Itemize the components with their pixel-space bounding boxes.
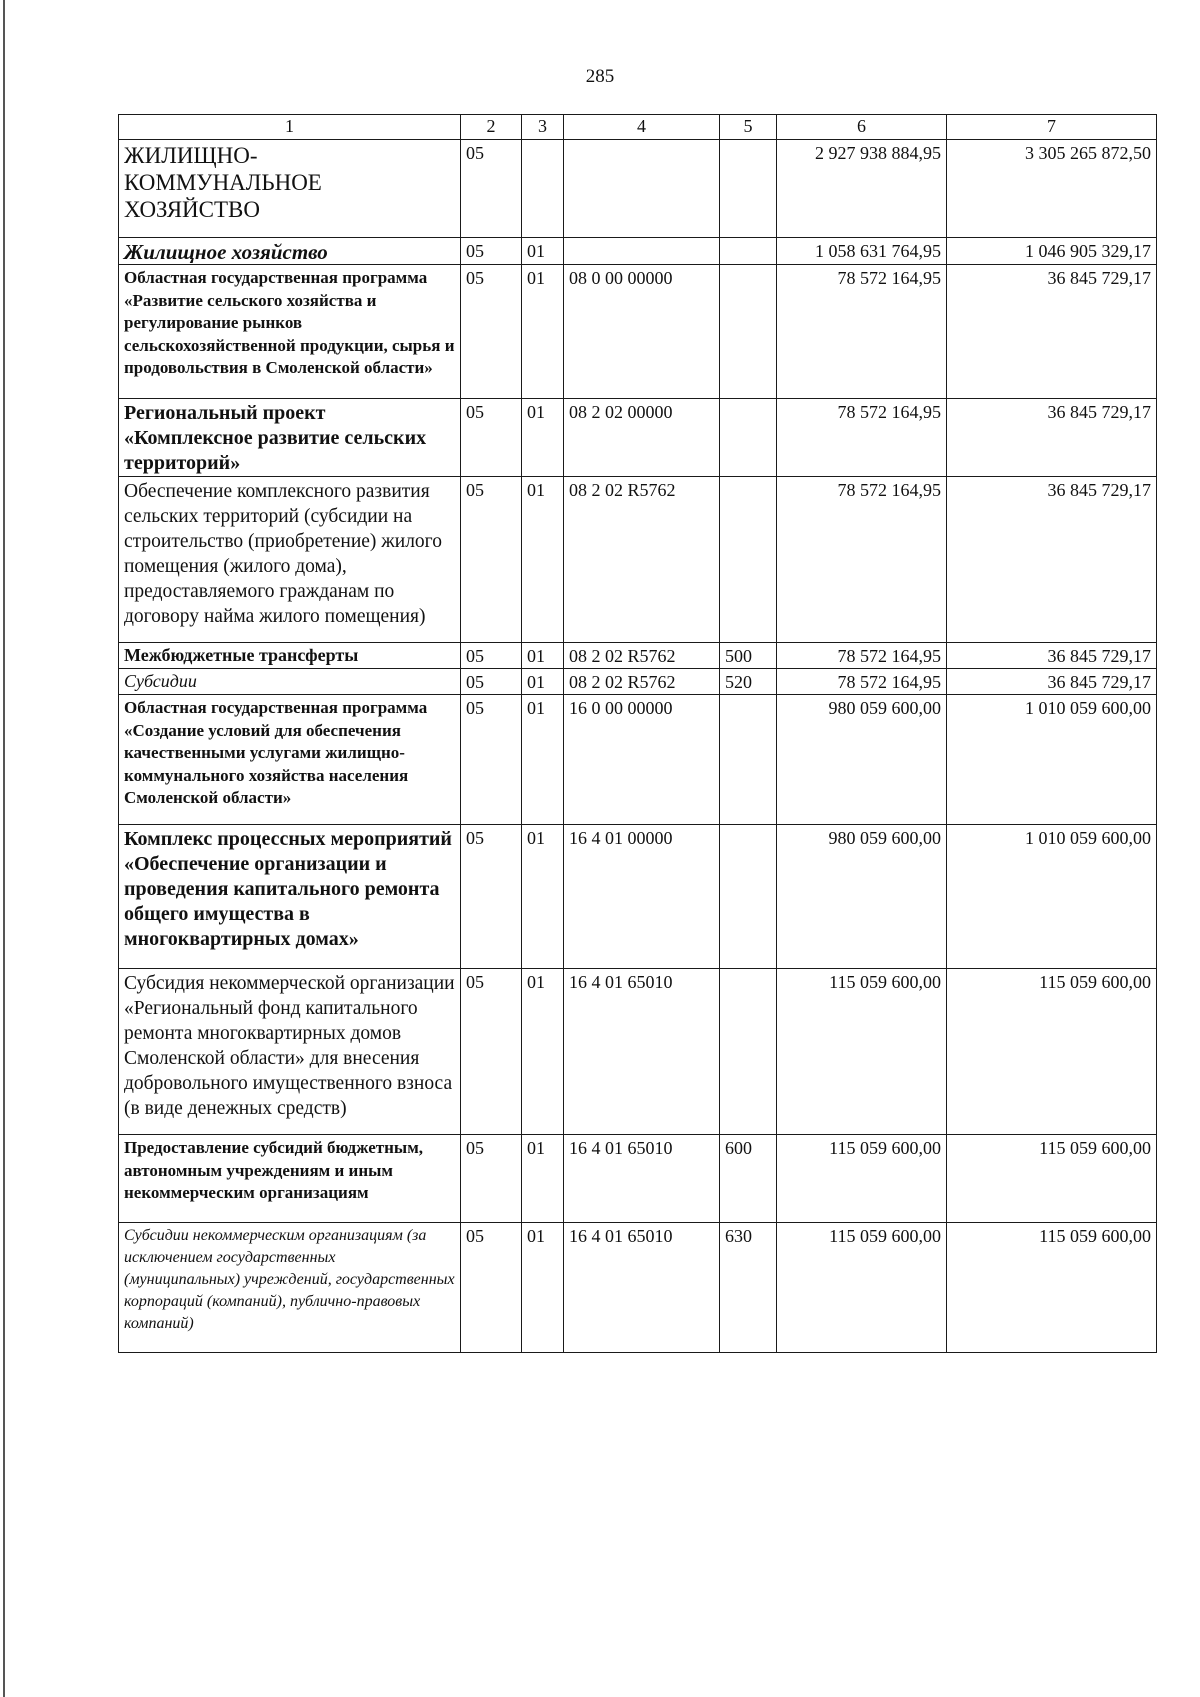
row-section-code: 05 xyxy=(461,643,522,669)
row-expense-type xyxy=(720,238,777,265)
page-number: 285 xyxy=(585,66,615,87)
row-target-article xyxy=(564,238,720,265)
row-expense-type xyxy=(720,265,777,399)
row-amount-1: 78 572 164,95 xyxy=(777,669,947,695)
table-row xyxy=(119,695,1157,825)
row-name: Жилищное хозяйство xyxy=(119,238,461,265)
row-amount-1: 78 572 164,95 xyxy=(777,399,947,477)
row-name: ЖИЛИЩНО-КОММУНАЛЬНОЕ ХОЗЯЙСТВО xyxy=(119,140,461,238)
row-amount-2: 1 010 059 600,00 xyxy=(947,825,1157,969)
row-target-article: 08 2 02 R5762 xyxy=(564,477,720,643)
row-name: Областная государственная программа «Создание условий для обеспечения качественными услугами жилищно-коммунального хозяйства населения Смоленской области» xyxy=(119,695,461,825)
header-cell: 2 xyxy=(461,115,522,140)
row-subsection-code: 01 xyxy=(522,265,564,399)
row-amount-2: 3 305 265 872,50 xyxy=(947,140,1157,238)
row-subsection-code: 01 xyxy=(522,238,564,265)
table-row xyxy=(119,669,1157,695)
row-target-article: 08 2 02 R5762 xyxy=(564,669,720,695)
row-subsection-code: 01 xyxy=(522,1135,564,1223)
row-amount-2: 36 845 729,17 xyxy=(947,399,1157,477)
row-subsection-code: 01 xyxy=(522,1223,564,1353)
table-row xyxy=(119,477,1157,643)
row-target-article: 16 0 00 00000 xyxy=(564,695,720,825)
row-amount-2: 1 010 059 600,00 xyxy=(947,695,1157,825)
row-amount-1: 1 058 631 764,95 xyxy=(777,238,947,265)
row-name: Субсидии некоммерческим организациям (за исключением государственных (муниципальных) учреждений, государственных корпораций (компаний), публично-правовых компаний) xyxy=(119,1223,461,1353)
row-section-code: 05 xyxy=(461,1135,522,1223)
table-row xyxy=(119,1223,1157,1353)
row-name: Комплекс процессных мероприятий «Обеспечение организации и проведения капитального ремонта общего имущества в многоквартирных домах» xyxy=(119,825,461,969)
row-target-article: 08 0 00 00000 xyxy=(564,265,720,399)
header-cell: 4 xyxy=(564,115,720,140)
row-section-code: 05 xyxy=(461,238,522,265)
row-amount-1: 78 572 164,95 xyxy=(777,265,947,399)
row-target-article: 08 2 02 00000 xyxy=(564,399,720,477)
table-row xyxy=(119,1135,1157,1223)
budget-table xyxy=(118,114,1157,1353)
row-expense-type: 630 xyxy=(720,1223,777,1353)
row-subsection-code: 01 xyxy=(522,825,564,969)
row-expense-type xyxy=(720,399,777,477)
row-amount-1: 78 572 164,95 xyxy=(777,477,947,643)
header-cell: 1 xyxy=(119,115,461,140)
row-amount-2: 36 845 729,17 xyxy=(947,477,1157,643)
row-amount-2: 1 046 905 329,17 xyxy=(947,238,1157,265)
row-expense-type xyxy=(720,140,777,238)
row-amount-1: 115 059 600,00 xyxy=(777,1223,947,1353)
row-section-code: 05 xyxy=(461,695,522,825)
row-amount-1: 2 927 938 884,95 xyxy=(777,140,947,238)
row-name: Региональный проект «Комплексное развитие сельских территорий» xyxy=(119,399,461,477)
row-name: Обеспечение комплексного развития сельских территорий (субсидии на строительство (приобретение) жилого помещения (жилого дома), предоставляемого гражданам по договору найма жилого помещения) xyxy=(119,477,461,643)
table-header-row xyxy=(119,115,1157,140)
row-amount-1: 980 059 600,00 xyxy=(777,825,947,969)
row-name: Субсидии xyxy=(119,669,461,695)
row-amount-2: 115 059 600,00 xyxy=(947,1223,1157,1353)
row-section-code: 05 xyxy=(461,265,522,399)
header-cell: 6 xyxy=(777,115,947,140)
row-target-article: 16 4 01 65010 xyxy=(564,1223,720,1353)
row-subsection-code: 01 xyxy=(522,969,564,1135)
row-expense-type: 520 xyxy=(720,669,777,695)
row-target-article: 08 2 02 R5762 xyxy=(564,643,720,669)
row-subsection-code: 01 xyxy=(522,643,564,669)
table-row xyxy=(119,643,1157,669)
row-expense-type xyxy=(720,477,777,643)
row-amount-1: 980 059 600,00 xyxy=(777,695,947,825)
row-expense-type xyxy=(720,695,777,825)
row-amount-1: 115 059 600,00 xyxy=(777,969,947,1135)
row-section-code: 05 xyxy=(461,825,522,969)
table-row xyxy=(119,140,1157,238)
table-row xyxy=(119,969,1157,1135)
row-name: Субсидия некоммерческой организации «Региональный фонд капитального ремонта многоквартирных домов Смоленской области» для внесения добровольного имущественного взноса (в виде денежных средств) xyxy=(119,969,461,1135)
row-amount-2: 115 059 600,00 xyxy=(947,969,1157,1135)
header-cell: 5 xyxy=(720,115,777,140)
row-section-code: 05 xyxy=(461,1223,522,1353)
row-subsection-code xyxy=(522,140,564,238)
header-cell: 3 xyxy=(522,115,564,140)
row-expense-type: 500 xyxy=(720,643,777,669)
row-expense-type: 600 xyxy=(720,1135,777,1223)
row-name: Предоставление субсидий бюджетным, автономным учреждениям и иным некоммерческим организациям xyxy=(119,1135,461,1223)
row-subsection-code: 01 xyxy=(522,669,564,695)
row-name: Областная государственная программа «Развитие сельского хозяйства и регулирование рынков сельскохозяйственной продукции, сырья и продовольствия в Смоленской области» xyxy=(119,265,461,399)
row-target-article: 16 4 01 65010 xyxy=(564,1135,720,1223)
row-subsection-code: 01 xyxy=(522,695,564,825)
row-section-code: 05 xyxy=(461,669,522,695)
row-section-code: 05 xyxy=(461,969,522,1135)
row-section-code: 05 xyxy=(461,140,522,238)
row-amount-1: 115 059 600,00 xyxy=(777,1135,947,1223)
row-expense-type xyxy=(720,969,777,1135)
table-row xyxy=(119,238,1157,265)
row-amount-2: 36 845 729,17 xyxy=(947,265,1157,399)
row-target-article xyxy=(564,140,720,238)
scan-edge-line xyxy=(3,0,5,1697)
row-expense-type xyxy=(720,825,777,969)
row-amount-2: 36 845 729,17 xyxy=(947,669,1157,695)
row-target-article: 16 4 01 00000 xyxy=(564,825,720,969)
row-amount-2: 36 845 729,17 xyxy=(947,643,1157,669)
row-subsection-code: 01 xyxy=(522,399,564,477)
row-target-article: 16 4 01 65010 xyxy=(564,969,720,1135)
row-name: Межбюджетные трансферты xyxy=(119,643,461,669)
row-amount-2: 115 059 600,00 xyxy=(947,1135,1157,1223)
header-cell: 7 xyxy=(947,115,1157,140)
row-amount-1: 78 572 164,95 xyxy=(777,643,947,669)
table-row xyxy=(119,265,1157,399)
row-section-code: 05 xyxy=(461,477,522,643)
row-section-code: 05 xyxy=(461,399,522,477)
table-row xyxy=(119,825,1157,969)
row-subsection-code: 01 xyxy=(522,477,564,643)
table-row xyxy=(119,399,1157,477)
